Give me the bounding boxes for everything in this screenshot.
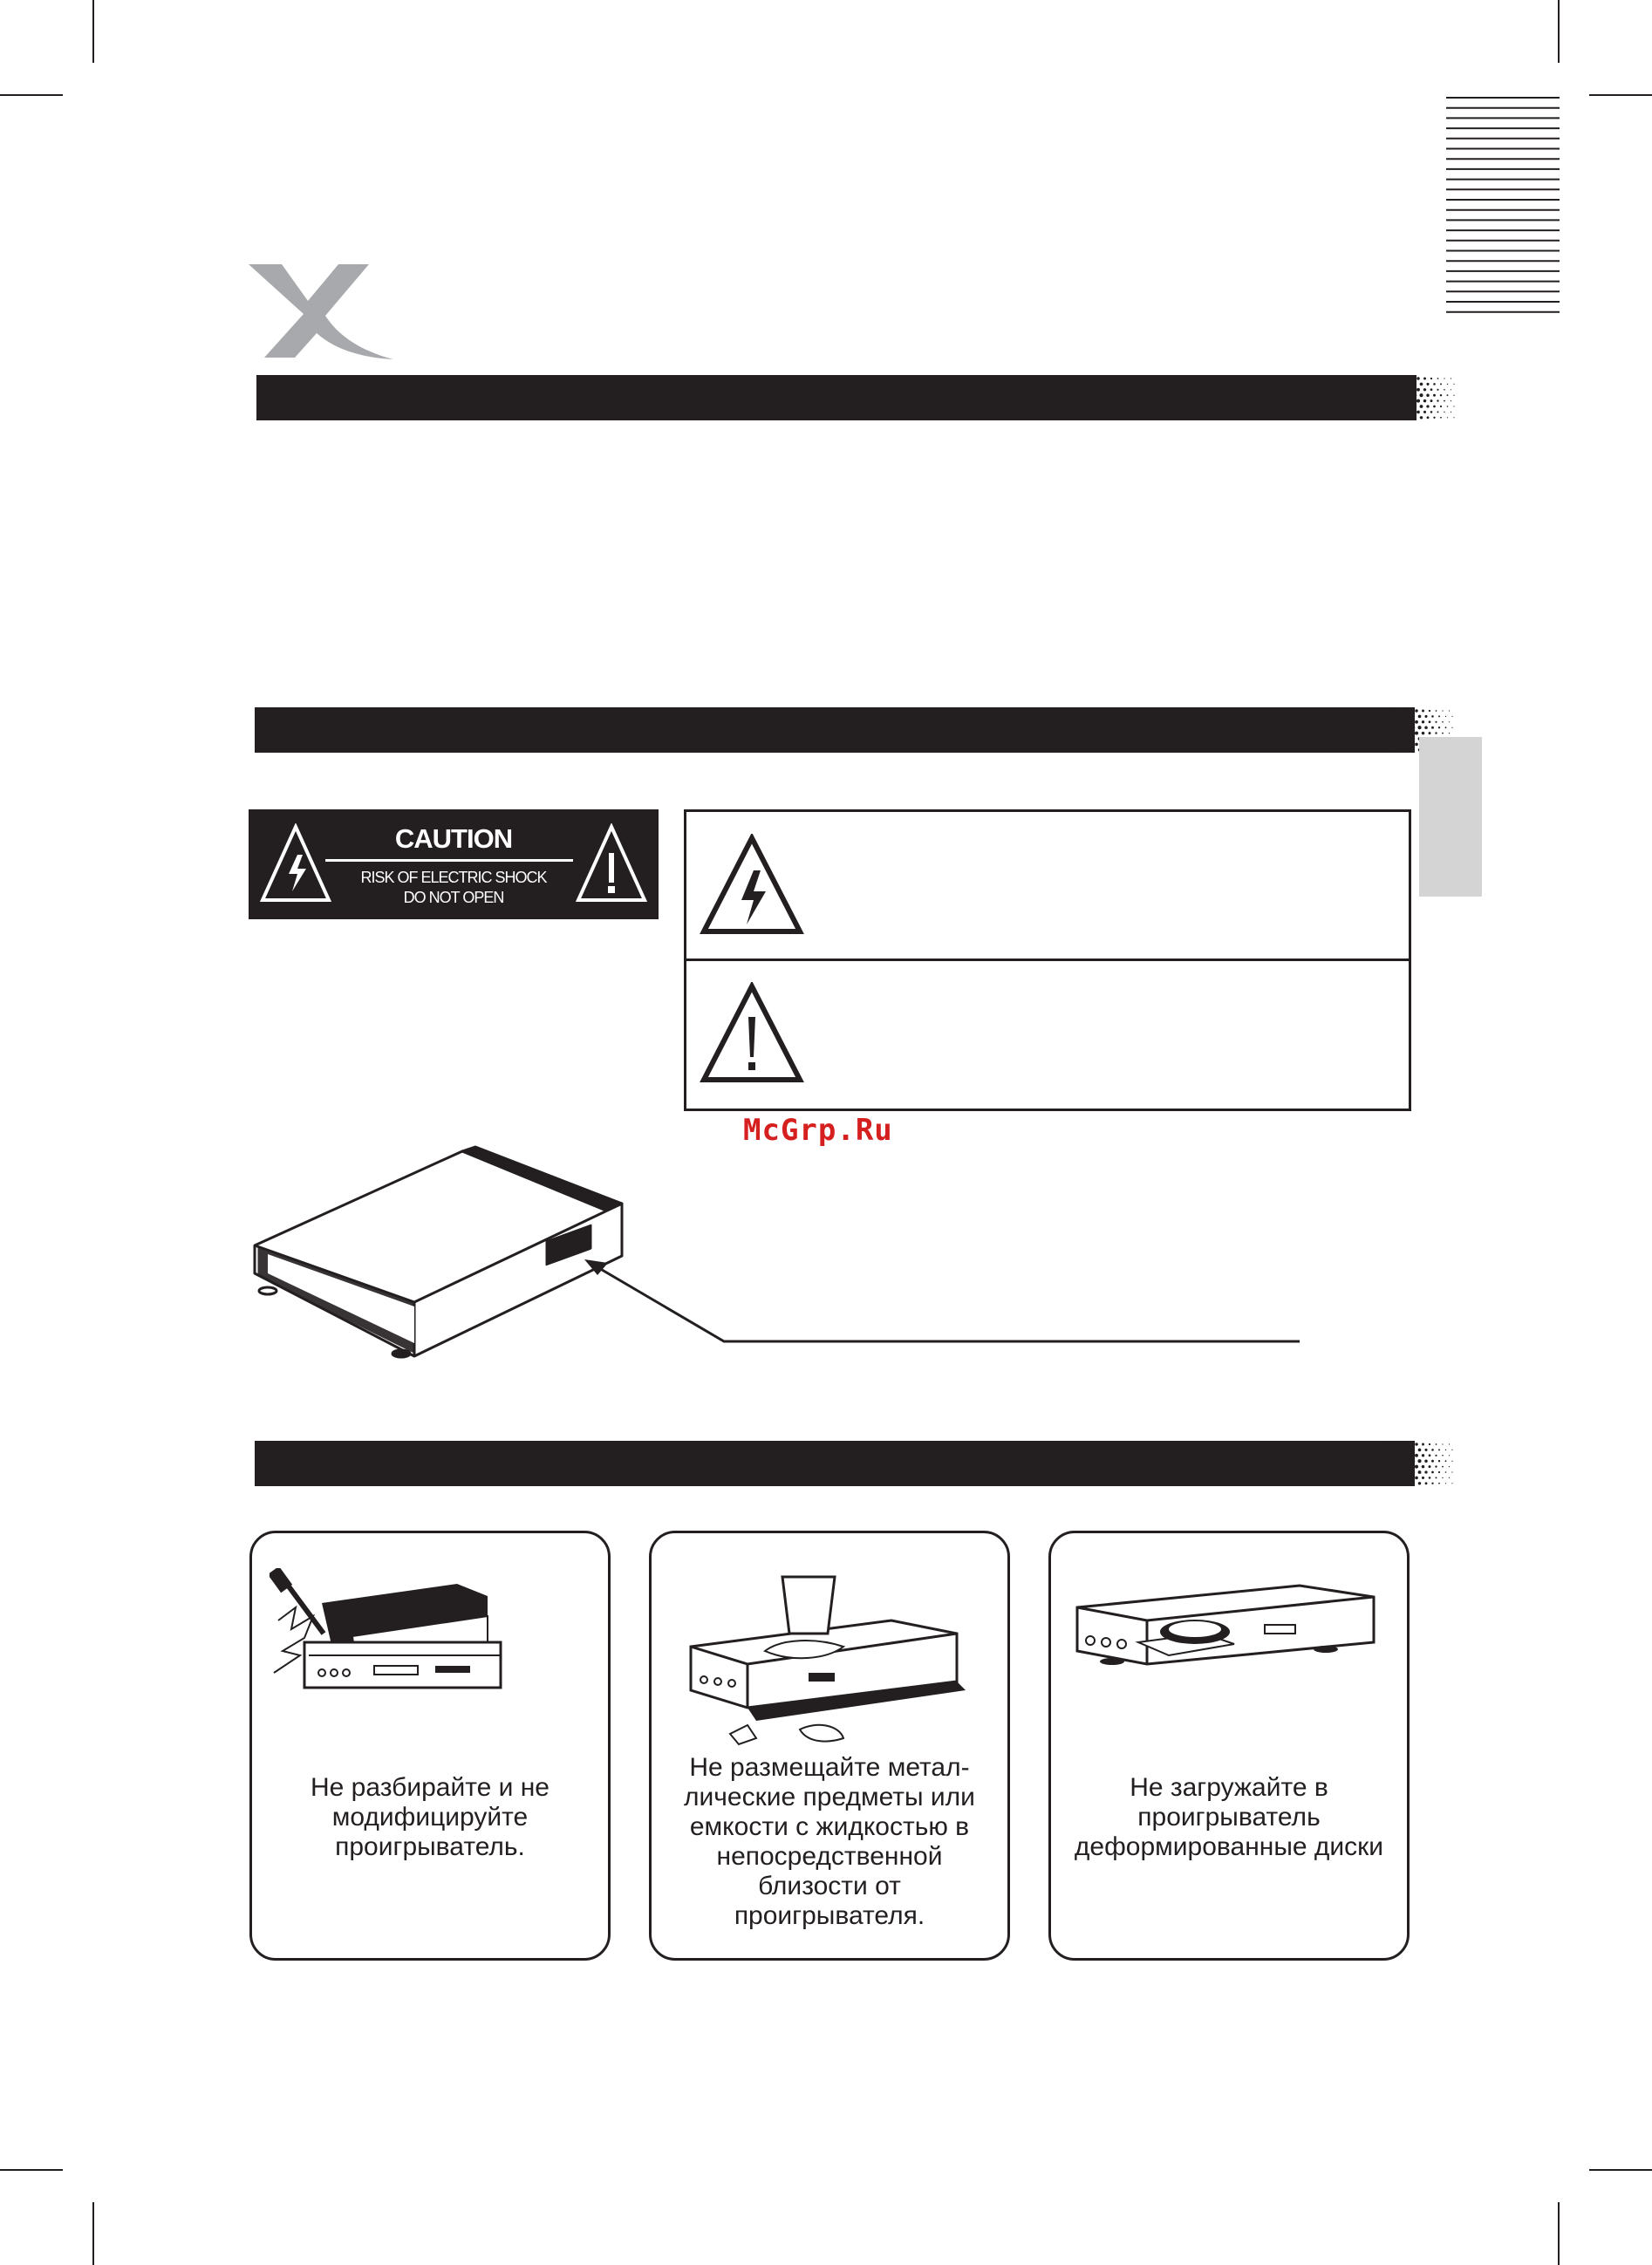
halftone-dot bbox=[1445, 727, 1447, 728]
halftone-dot bbox=[1406, 405, 1410, 409]
halftone-dot bbox=[1435, 721, 1437, 723]
halftone-dot bbox=[1397, 1481, 1402, 1485]
halftone-dot bbox=[1404, 748, 1409, 753]
halftone-dot bbox=[1404, 1482, 1409, 1486]
halftone-edge bbox=[1389, 375, 1458, 420]
halftone-dot bbox=[1445, 1471, 1447, 1473]
halftone-dot bbox=[1442, 1443, 1443, 1444]
halftone-dot bbox=[1429, 1454, 1431, 1457]
halftone-dot bbox=[1391, 747, 1396, 753]
halftone-dot bbox=[1423, 388, 1426, 391]
halftone-dot bbox=[1433, 417, 1435, 419]
caution-title: CAUTION bbox=[394, 823, 513, 854]
halftone-dot bbox=[1404, 1459, 1409, 1463]
halftone-dot bbox=[1430, 378, 1432, 379]
caution-label bbox=[249, 809, 659, 919]
halftone-dot bbox=[1408, 1476, 1411, 1479]
precaution-panel bbox=[649, 1531, 1010, 1961]
halftone-dot bbox=[1391, 713, 1396, 719]
halftone-dot bbox=[1408, 742, 1411, 746]
halftone-dot bbox=[1437, 389, 1438, 391]
caution-line-1: RISK OF ELECTRIC SHOCK bbox=[360, 869, 547, 886]
halftone-dot bbox=[1418, 1482, 1421, 1484]
halftone-dot bbox=[1419, 393, 1423, 397]
halftone-dot bbox=[1393, 381, 1398, 386]
halftone-dot bbox=[1397, 736, 1403, 741]
halftone-dot bbox=[1395, 708, 1399, 713]
disassembly-illustration bbox=[270, 1568, 592, 1725]
halftone-dot bbox=[1395, 1464, 1400, 1470]
halftone-dot bbox=[1396, 387, 1402, 392]
halftone-dot bbox=[1404, 1470, 1409, 1475]
halftone-dot bbox=[1442, 1455, 1444, 1457]
exclamation-warning-icon bbox=[700, 982, 804, 1087]
halftone-dot bbox=[1444, 400, 1445, 402]
halftone-dot bbox=[1401, 1464, 1405, 1469]
halftone-dot bbox=[1440, 406, 1442, 407]
halftone-dot bbox=[1402, 1476, 1406, 1480]
halftone-dot bbox=[1420, 383, 1423, 386]
halftone-dot bbox=[1404, 1448, 1409, 1452]
section-header-bar bbox=[256, 375, 1416, 420]
halftone-dot bbox=[1390, 1470, 1396, 1475]
halftone-dot bbox=[1435, 1465, 1437, 1467]
crop-mark bbox=[1558, 0, 1560, 63]
halftone-dot bbox=[1406, 416, 1410, 420]
panel-text: Не разбирайте и не модифицируйте проигрыватель. bbox=[311, 1773, 550, 1861]
halftone-dot bbox=[1397, 747, 1402, 752]
section-header-bar bbox=[255, 707, 1415, 753]
halftone-dot bbox=[1424, 1449, 1427, 1451]
halftone-dot bbox=[1429, 1443, 1430, 1445]
side-tab bbox=[1419, 737, 1482, 897]
halftone-dot bbox=[1388, 1453, 1393, 1458]
halftone-dot bbox=[1423, 399, 1427, 403]
halftone-dot bbox=[1445, 1460, 1447, 1462]
halftone-dot bbox=[1430, 399, 1433, 402]
halftone-dot bbox=[1433, 394, 1436, 397]
halftone-dot bbox=[1388, 1442, 1393, 1447]
halftone-dot bbox=[1440, 383, 1442, 385]
halftone-dot bbox=[1403, 387, 1408, 392]
caution-divider bbox=[325, 859, 573, 862]
halftone-dot bbox=[1389, 409, 1395, 414]
halftone-dot bbox=[1418, 1449, 1422, 1452]
halftone-dot bbox=[1422, 710, 1424, 713]
halftone-dot bbox=[1437, 399, 1438, 401]
exclamation-warning-icon bbox=[575, 823, 648, 905]
halftone-dot bbox=[1406, 393, 1410, 398]
halftone-dot bbox=[1431, 727, 1434, 729]
halftone-dot bbox=[1415, 732, 1418, 735]
halftone-dot bbox=[1445, 1483, 1446, 1484]
crop-mark bbox=[1589, 94, 1652, 96]
halftone-dot bbox=[1404, 737, 1409, 741]
halftone-dot bbox=[1449, 721, 1450, 722]
halftone-dot bbox=[1438, 1471, 1440, 1473]
halftone-dot bbox=[1444, 389, 1445, 391]
halftone-dot bbox=[1411, 748, 1415, 752]
halftone-dot bbox=[1430, 411, 1433, 413]
halftone-dot bbox=[1422, 720, 1424, 723]
liquid-hazard-illustration bbox=[678, 1551, 983, 1751]
halftone-dot bbox=[1453, 417, 1454, 418]
halftone-dot bbox=[1393, 415, 1398, 420]
halftone-dot bbox=[1395, 731, 1400, 736]
halftone-dot bbox=[1437, 378, 1439, 379]
precaution-panel bbox=[1048, 1531, 1410, 1961]
halftone-edge bbox=[1387, 1441, 1457, 1486]
halftone-dot bbox=[1395, 720, 1400, 725]
halftone-dot bbox=[1391, 1447, 1396, 1452]
halftone-dot bbox=[1395, 1442, 1399, 1446]
halftone-dot bbox=[1431, 1483, 1433, 1484]
halftone-dot bbox=[1397, 714, 1402, 719]
halftone-dot bbox=[1438, 715, 1440, 717]
halftone-dot bbox=[1402, 1443, 1406, 1447]
halftone-dot bbox=[1415, 1454, 1418, 1457]
halftone-dot bbox=[1449, 710, 1450, 711]
halftone-dot bbox=[1411, 737, 1415, 740]
halftone-dot bbox=[1418, 1470, 1422, 1474]
halftone-dot bbox=[1402, 720, 1406, 724]
halftone-dot bbox=[1389, 387, 1395, 392]
crop-mark bbox=[0, 2169, 63, 2171]
halftone-dot bbox=[1449, 1455, 1450, 1456]
halftone-dot bbox=[1429, 1477, 1431, 1479]
halftone-dot bbox=[1424, 715, 1427, 718]
halftone-dot bbox=[1388, 730, 1393, 735]
halftone-dot bbox=[1391, 1481, 1396, 1486]
halftone-dot bbox=[1449, 1443, 1450, 1444]
halftone-dot bbox=[1423, 378, 1426, 380]
halftone-dot bbox=[1427, 416, 1430, 419]
halftone-dot bbox=[1388, 1463, 1393, 1469]
halftone-dot bbox=[1396, 376, 1401, 380]
halftone-dot bbox=[1389, 376, 1395, 381]
halftone-dot bbox=[1416, 388, 1420, 392]
halftone-dot bbox=[1399, 392, 1404, 398]
halftone-dot bbox=[1426, 405, 1429, 407]
halftone-dot bbox=[1447, 406, 1449, 407]
halftone-dot bbox=[1422, 1443, 1424, 1446]
halftone-dot bbox=[1411, 1448, 1415, 1451]
halftone-dot bbox=[1440, 417, 1442, 419]
halftone-dot bbox=[1410, 410, 1413, 413]
halftone-dot bbox=[1410, 388, 1413, 392]
halftone-dot bbox=[1442, 1466, 1444, 1468]
halftone-dot bbox=[1392, 404, 1397, 409]
halftone-dot bbox=[1415, 1443, 1417, 1445]
halftone-dot bbox=[1416, 399, 1420, 403]
halftone-dot bbox=[1442, 710, 1443, 711]
halftone-dot bbox=[1451, 1461, 1452, 1462]
halftone-dot bbox=[1390, 736, 1396, 741]
panel-text: Не загружайте в проигрыватель деформированные диски bbox=[1074, 1773, 1384, 1861]
halftone-dot bbox=[1449, 1466, 1450, 1467]
halftone-dot bbox=[1449, 1477, 1450, 1478]
lightning-warning-icon bbox=[259, 823, 332, 905]
lightning-warning-icon bbox=[700, 834, 804, 938]
crop-mark bbox=[1558, 2202, 1560, 2265]
halftone-dot bbox=[1423, 411, 1426, 413]
halftone-dot bbox=[1433, 406, 1436, 408]
halftone-dot bbox=[1389, 398, 1395, 403]
halftone-dot bbox=[1422, 1477, 1424, 1479]
halftone-dot bbox=[1408, 731, 1412, 735]
halftone-dot bbox=[1397, 725, 1403, 730]
halftone-dot bbox=[1430, 388, 1433, 391]
halftone-dot bbox=[1396, 410, 1401, 414]
halftone-dot bbox=[1426, 393, 1430, 397]
halftone-dot bbox=[1420, 405, 1423, 408]
halftone-dot bbox=[1424, 1470, 1427, 1473]
halftone-dot bbox=[1411, 726, 1416, 730]
halftone-dot bbox=[1413, 405, 1416, 408]
halftone-dot bbox=[1413, 416, 1416, 420]
crop-mark bbox=[1589, 2169, 1652, 2171]
halftone-dot bbox=[1403, 410, 1408, 414]
halftone-dot bbox=[1431, 1449, 1434, 1451]
halftone-dot bbox=[1408, 1443, 1411, 1446]
stripe-marker bbox=[1446, 94, 1560, 323]
halftone-dot bbox=[1422, 732, 1425, 735]
halftone-dot bbox=[1424, 1459, 1428, 1463]
halftone-dot bbox=[1422, 1465, 1425, 1469]
halftone-dot bbox=[1431, 1460, 1434, 1463]
halftone-dot bbox=[1451, 727, 1452, 728]
halftone-dot bbox=[1395, 1476, 1399, 1480]
halftone-dot bbox=[1451, 1483, 1452, 1484]
panel-text: Не размещайте метал- лические предметы или емкости с жидкостью в непосредственной близости от проигрывателя. bbox=[684, 1753, 975, 1930]
halftone-dot bbox=[1420, 416, 1423, 419]
halftone-dot bbox=[1408, 720, 1411, 724]
device-illustration bbox=[249, 1143, 1321, 1361]
halftone-dot bbox=[1402, 709, 1406, 713]
halftone-dot bbox=[1408, 1464, 1412, 1469]
halftone-dot bbox=[1447, 394, 1449, 396]
halftone-dot bbox=[1445, 716, 1446, 717]
halftone-dot bbox=[1388, 720, 1393, 725]
halftone-dot bbox=[1415, 709, 1417, 712]
halftone-dot bbox=[1451, 1471, 1452, 1472]
halftone-dot bbox=[1410, 399, 1414, 403]
halftone-dot bbox=[1404, 726, 1409, 730]
halftone-dot bbox=[1429, 710, 1430, 712]
halftone-dot bbox=[1442, 721, 1444, 723]
halftone-dot bbox=[1422, 1454, 1424, 1457]
halftone-dot bbox=[1392, 392, 1397, 398]
halftone-dot bbox=[1390, 1458, 1396, 1463]
warning-symbols-box bbox=[684, 809, 1411, 1111]
halftone-dot bbox=[1438, 727, 1440, 728]
crop-mark bbox=[92, 2202, 94, 2265]
brand-x-logo bbox=[247, 262, 395, 362]
halftone-dot bbox=[1408, 709, 1411, 713]
halftone-dot bbox=[1435, 732, 1437, 733]
precaution-panel bbox=[249, 1531, 611, 1961]
crop-mark bbox=[92, 0, 94, 63]
watermark: McGrp.Ru bbox=[743, 1113, 893, 1148]
halftone-dot bbox=[1399, 404, 1404, 409]
halftone-dot bbox=[1424, 726, 1428, 729]
halftone-dot bbox=[1440, 394, 1442, 396]
halftone-dot bbox=[1433, 383, 1436, 385]
halftone-dot bbox=[1415, 720, 1418, 724]
halftone-dot bbox=[1442, 1477, 1443, 1478]
halftone-dot bbox=[1431, 1471, 1434, 1474]
halftone-dot bbox=[1437, 411, 1439, 413]
halftone-dot bbox=[1438, 1449, 1440, 1450]
halftone-dot bbox=[1408, 1454, 1411, 1457]
halftone-dot bbox=[1403, 399, 1407, 403]
halftone-dot bbox=[1406, 382, 1410, 386]
halftone-dot bbox=[1447, 417, 1448, 418]
halftone-dot bbox=[1388, 1475, 1393, 1480]
halftone-dot bbox=[1429, 732, 1431, 734]
halftone-dot bbox=[1451, 716, 1452, 717]
halftone-dot bbox=[1404, 714, 1409, 719]
halftone-dot bbox=[1429, 720, 1431, 723]
halftone-dot bbox=[1401, 731, 1405, 735]
halftone-dot bbox=[1431, 715, 1434, 718]
halftone-dot bbox=[1411, 714, 1415, 718]
halftone-dot bbox=[1388, 708, 1393, 713]
caution-line-2: DO NOT OPEN bbox=[403, 889, 504, 906]
halftone-dot bbox=[1415, 1465, 1418, 1469]
halftone-dot bbox=[1438, 1483, 1440, 1484]
halftone-dot bbox=[1396, 399, 1402, 404]
halftone-dot bbox=[1436, 1443, 1437, 1445]
crop-mark bbox=[0, 94, 63, 96]
halftone-dot bbox=[1418, 715, 1422, 719]
halftone-dot bbox=[1417, 726, 1421, 729]
halftone-dot bbox=[1397, 1458, 1403, 1463]
halftone-dot bbox=[1413, 393, 1417, 398]
halftone-dot bbox=[1399, 415, 1403, 420]
halftone-dot bbox=[1435, 1455, 1437, 1457]
halftone-dot bbox=[1402, 742, 1406, 747]
halftone-dot bbox=[1416, 411, 1420, 414]
halftone-dot bbox=[1442, 733, 1444, 734]
halftone-dot bbox=[1413, 382, 1416, 385]
halftone-dot bbox=[1453, 395, 1454, 396]
halftone-dot bbox=[1438, 1460, 1440, 1462]
halftone-dot bbox=[1436, 1477, 1437, 1478]
halftone-dot bbox=[1411, 1459, 1416, 1463]
halftone-dot bbox=[1390, 725, 1396, 730]
halftone-dot bbox=[1395, 742, 1399, 747]
halftone-dot bbox=[1436, 710, 1437, 712]
halftone-dot bbox=[1415, 1477, 1418, 1480]
halftone-dot bbox=[1403, 377, 1408, 381]
halftone-dot bbox=[1388, 741, 1393, 747]
halftone-dot bbox=[1397, 1470, 1403, 1475]
halftone-dot bbox=[1397, 1448, 1402, 1452]
halftone-dot bbox=[1426, 383, 1429, 385]
halftone-dot bbox=[1447, 384, 1448, 385]
halftone-dot bbox=[1415, 743, 1418, 747]
halftone-dot bbox=[1411, 1482, 1415, 1485]
disc-tray-illustration bbox=[1073, 1581, 1387, 1712]
section-header-bar bbox=[255, 1441, 1415, 1486]
halftone-dot bbox=[1395, 1453, 1400, 1458]
halftone-dot bbox=[1416, 377, 1419, 379]
halftone-dot bbox=[1411, 1470, 1415, 1474]
halftone-dot bbox=[1453, 384, 1454, 385]
halftone-dot bbox=[1399, 382, 1403, 386]
halftone-dot bbox=[1425, 1482, 1428, 1484]
halftone-dot bbox=[1402, 1453, 1406, 1457]
warning-divider bbox=[686, 959, 1409, 961]
halftone-dot bbox=[1410, 377, 1413, 380]
halftone-dot bbox=[1429, 1465, 1431, 1468]
halftone-dot bbox=[1417, 1459, 1421, 1463]
